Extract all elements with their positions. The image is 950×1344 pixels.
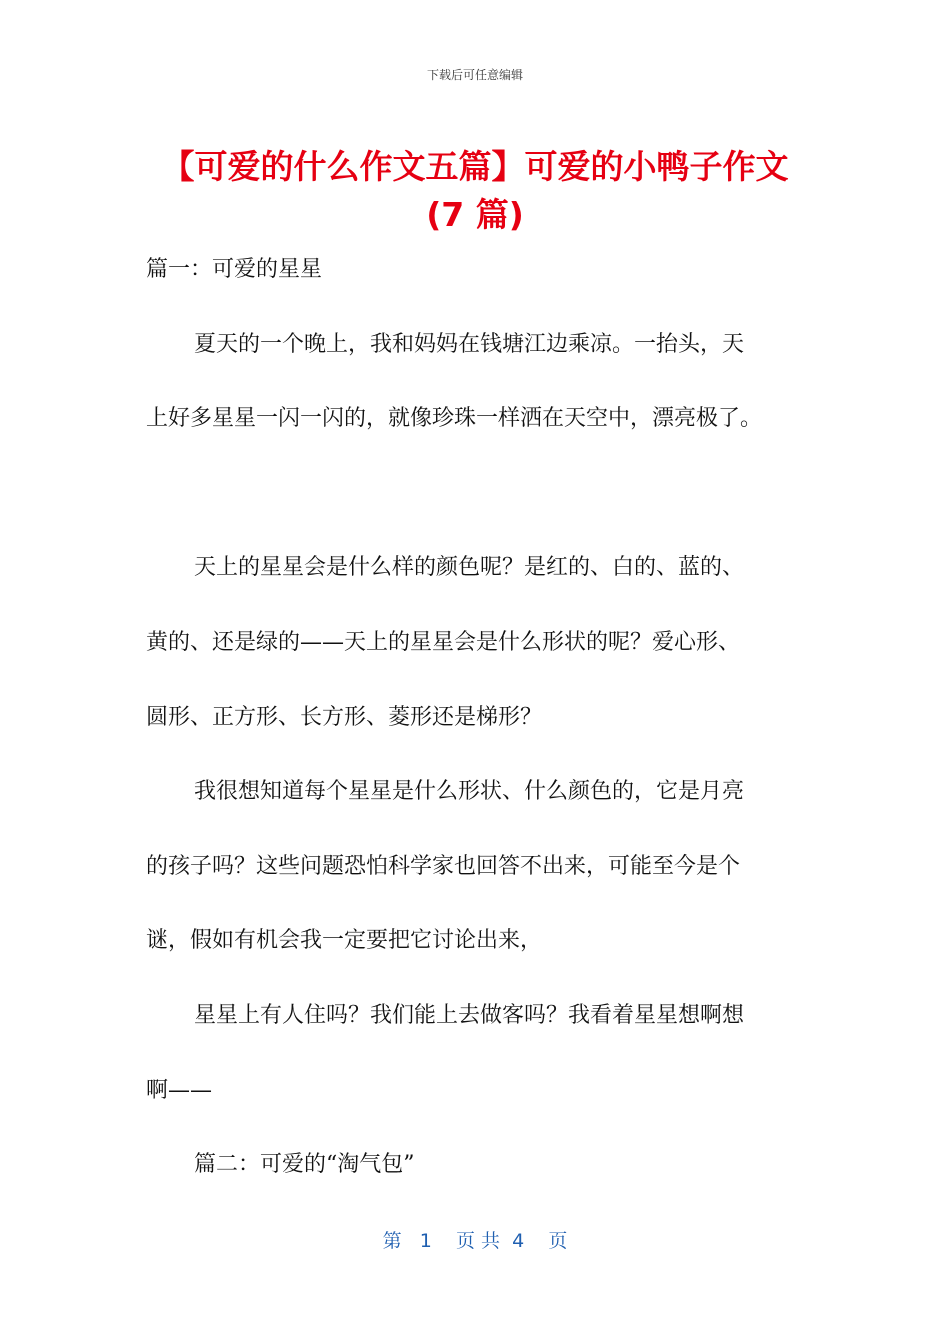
paragraph-line: 天上的星星会是什么样的颜色呢？是红的、白的、蓝的、	[194, 555, 745, 580]
paragraph-line: 夏天的一个晚上，我和妈妈在钱塘江边乘凉。一抬头，天	[194, 332, 745, 357]
page-number-footer: 第 1 页 共 4 页	[382, 1230, 568, 1252]
document-title-line-2: (7 篇)	[426, 195, 524, 234]
paragraph-line: 黄的、还是绿的——天上的星星会是什么形状的呢？爱心形、	[146, 630, 741, 655]
paragraph-line: 我很想知道每个星星是什么形状、什么颜色的，它是月亮	[194, 779, 745, 804]
paragraph-line: 的孩子吗？这些问题恐怕科学家也回答不出来，可能至今是个	[146, 854, 741, 879]
section-heading: 篇一：可爱的星星	[146, 257, 323, 282]
paragraph-line: 谜，假如有机会我一定要把它讨论出来，	[146, 928, 543, 953]
paragraph-line: 上好多星星一闪一闪的，就像珍珠一样洒在天空中，漂亮极了。	[146, 406, 763, 431]
document-title-line-1: 【可爱的什么作文五篇】可爱的小鸭子作文	[161, 147, 789, 186]
header-note: 下载后可任意编辑	[426, 68, 523, 82]
paragraph-line: 星星上有人住吗？我们能上去做客吗？我看着星星想啊想	[194, 1003, 745, 1028]
paragraph-line: 圆形、正方形、长方形、菱形还是梯形？	[146, 705, 543, 730]
section-heading: 篇二：可爱的“淘气包”	[194, 1152, 415, 1177]
paragraph-line: 啊——	[146, 1078, 213, 1103]
